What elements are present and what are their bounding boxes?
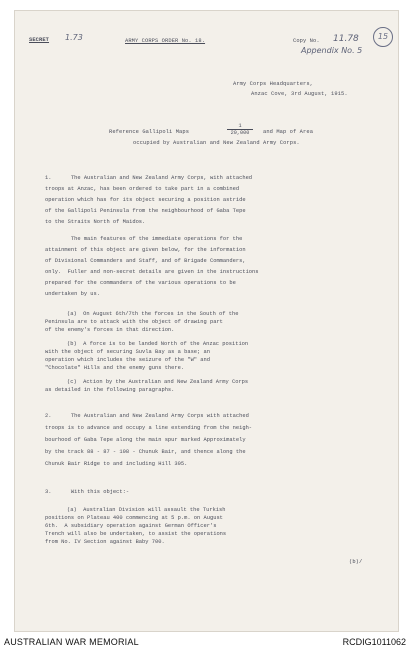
text-line: positions on Plateau 400 commencing at 5 p.m. on August [45,515,223,521]
archive-credit: AUSTRALIAN WAR MEMORIAL [4,637,139,647]
text-line: to the Straits North of Maidos. [45,219,146,225]
map-scale-numerator: 1 [227,123,253,130]
text-line: (a) Australian Division will assault the Turkish [67,507,226,513]
text-line: with the object of securing Suvla Bay as a base; an [45,349,210,355]
reference-line-1a: Reference Gallipoli Maps [109,129,190,135]
text-line: operation which has for its object securing a position astride [45,197,246,203]
text-line: (c) Action by the Australian and New Zealand Army Corps [67,379,249,385]
text-line: Trench will also be undertaken, to assist the operations [45,531,227,537]
text-line: (a) On August 6th/7th the forces in the South of the [67,311,239,317]
text-line: undertaken by us. [45,291,100,297]
text-line: attainment of this object are given below, for the information [45,247,246,253]
order-title: ARMY CORPS ORDER No. 18. [125,38,206,44]
text-line: 2. The Australian and New Zealand Army Corps with attached [45,413,249,419]
document-sheet [14,10,399,632]
paragraph-3-heading: 3. With this object:- [45,489,130,495]
reference-line-2: occupied by Australian and New Zealand Army Corps. [133,140,300,146]
text-line: operation which includes the seizure of the "W" and [45,357,210,363]
text-line: troops is to advance and occupy a line extending from the neigh- [45,425,253,431]
folio-stamp: 15 [373,27,393,47]
text-line: of the enemy's forces in that direction. [45,327,175,333]
text-line: prepared for the commanders of the various operations to be [45,280,236,286]
text-line: by the track 88 - 87 - 108 - Chunuk Bair, and thence along the [45,449,246,455]
hq-line-2: Anzac Cove, 3rd August, 1915. [251,91,348,97]
reference-line-1b: and Map of Area [263,129,314,135]
hq-line-1: Army Corps Headquarters, [233,81,314,87]
copy-number-label: Copy No. [293,38,320,44]
appendix-annotation: Appendix No. 5 [301,46,363,55]
text-line: 6th. A subsidiary operation against German Officer's [45,523,217,529]
map-scale-fraction [227,123,253,136]
text-line: from No. IV Section against Baby 700. [45,539,165,545]
record-identifier: RCDIG1011062 [342,637,406,647]
text-line: Chunuk Bair Ridge to and including Hill 305. [45,461,188,467]
text-line: "Chocolate" Hills and the enemy guns there. [45,365,185,371]
text-line: (b) A force is to be landed North of the Anzac position [67,341,249,347]
text-line: The main features of the immediate operations for the [45,236,243,242]
text-line: only. Fuller and non-secret details are given in the instructions [45,269,259,275]
text-line: 1. The Australian and New Zealand Army Corps, with attached [45,175,253,181]
secret-annotation: 1.73 [65,33,83,42]
secret-marking: SECRET [29,37,50,43]
copy-number-handwritten: 11.78 [333,34,359,44]
text-line: bourhood of Gaba Tepe along the main spur marked Approximately [45,437,246,443]
continued-marker: (b)/ [349,559,363,565]
text-line: of the Gallipoli Peninsula from the neighbourhood of Gaba Tepe [45,208,246,214]
text-line: of Divisional Commanders and Staff, and of Brigade Commanders, [45,258,246,264]
map-scale-denominator: 20,000 [230,130,250,136]
text-line: troops at Anzac, has been ordered to take part in a combined [45,186,240,192]
text-line: as detailed in the following paragraphs. [45,387,175,393]
text-line: Peninsula are to attack with the object of drawing part [45,319,223,325]
